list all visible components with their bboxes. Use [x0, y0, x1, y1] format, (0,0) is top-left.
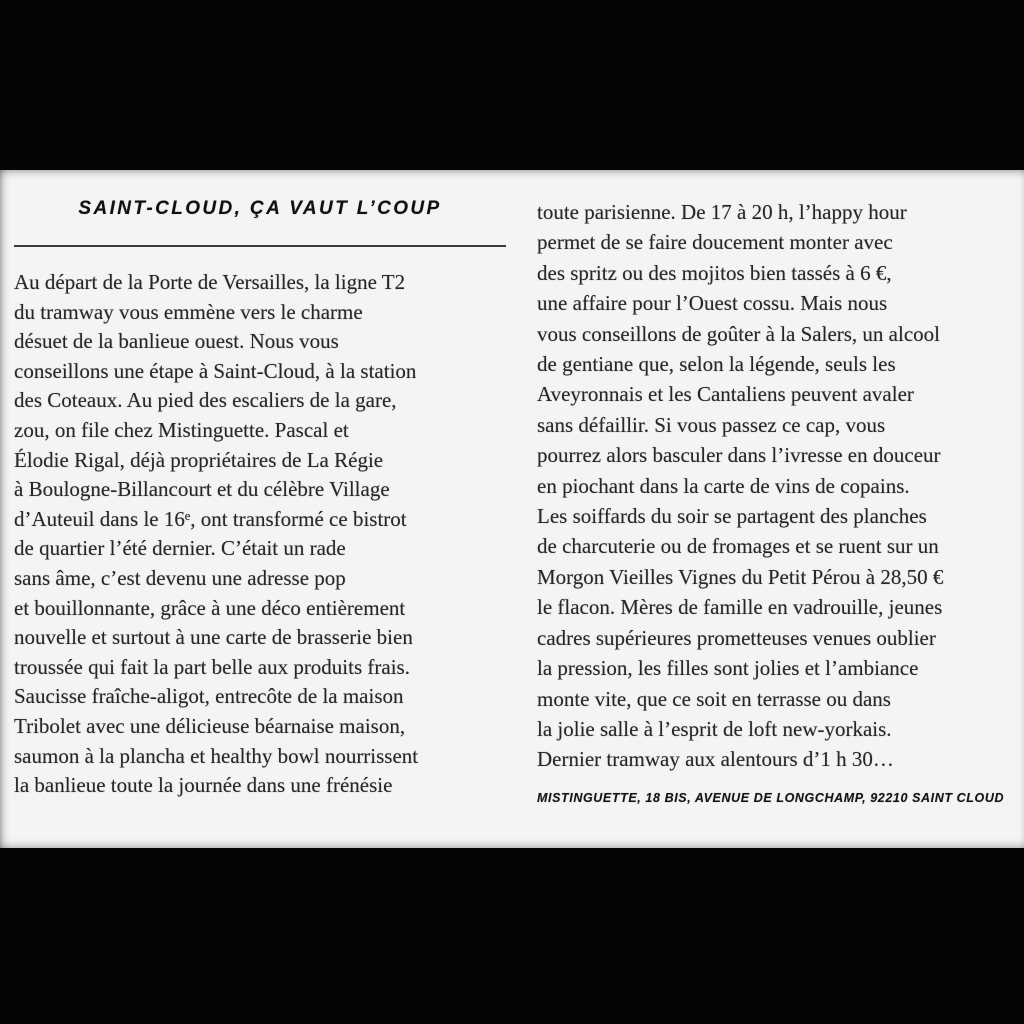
text-line: cadres supérieures prometteuses venues oublier	[537, 625, 936, 650]
text-line: de gentiane que, selon la légende, seuls les	[537, 352, 896, 377]
text-line: toute parisienne. De 17 à 20 h, l’happy hour	[537, 200, 907, 224]
text-line: Les soiffards du soir se partagent des planches	[537, 504, 927, 529]
text-line: Aveyronnais et les Cantaliens peuvent avaler	[537, 382, 914, 407]
letterbox-top-bar	[0, 0, 1024, 170]
text-line: Morgon Vieilles Vignes du Petit Pérou à 28,50 €	[537, 564, 944, 589]
text-line: en piochant dans la carte de vins de copains.	[537, 473, 910, 498]
letterbox-bottom-bar	[0, 848, 1024, 1024]
text-line: nouvelle et surtout à une carte de brasserie bien	[14, 625, 413, 650]
text-line: du tramway vous emmène vers le charme	[14, 299, 363, 324]
article-title: SAINT-CLOUD, ÇA VAUT L’COUP	[78, 198, 442, 219]
text-line: le flacon. Mères de famille en vadrouille, jeunes	[537, 595, 943, 620]
text-line: la pression, les filles sont jolies et l’ambiance	[537, 656, 919, 681]
text-line: sans défaillir. Si vous passez ce cap, vous	[537, 412, 886, 437]
text-line: désuet de la banlieue ouest. Nous vous	[14, 329, 339, 354]
article-right-column	[537, 170, 1024, 805]
text-line: des Coteaux. Au pied des escaliers de la gare,	[14, 388, 397, 413]
text-line: de quartier l’été dernier. C’était un rade	[14, 536, 346, 561]
text-line: vous conseillons de goûter à la Salers, un alcool	[537, 321, 940, 346]
text-line: la jolie salle à l’esprit de loft new-yorkais.	[537, 716, 892, 741]
text-line: monte vite, que ce soit en terrasse ou dans	[537, 686, 891, 711]
left-column-text	[14, 268, 506, 801]
text-line: saumon à la plancha et healthy bowl nourrissent	[14, 743, 419, 768]
text-line: Au départ de la Porte de Versailles, la ligne T2	[14, 270, 406, 294]
text-line: conseillons une étape à Saint-Cloud, à la station	[14, 358, 417, 383]
text-line: des spritz ou des mojitos bien tassés à 6 €,	[537, 260, 892, 285]
text-line: troussée qui fait la part belle aux produits frais.	[14, 654, 410, 679]
text-line: Élodie Rigal, déjà propriétaires de La Régie	[14, 447, 384, 472]
text-line: Tribolet avec une délicieuse béarnaise maison,	[14, 713, 406, 738]
right-column-text	[537, 197, 1024, 775]
text-line: de charcuterie ou de fromages et se ruent sur un	[537, 534, 939, 559]
title-divider	[14, 245, 506, 247]
text-line: Saucisse fraîche-aligot, entrecôte de la maison	[14, 684, 404, 709]
text-line: et bouillonnante, grâce à une déco entièrement	[14, 595, 406, 620]
text-line: à Boulogne-Billancourt et du célèbre Village	[14, 477, 390, 502]
text-line: permet de se faire doucement monter avec	[537, 230, 893, 255]
text-line: zou, on file chez Mistinguette. Pascal et	[14, 417, 349, 442]
text-line: d’Auteuil dans le 16ᵉ, ont transformé ce bistrot	[14, 506, 407, 531]
text-line: la banlieue toute la journée dans une frénésie	[14, 773, 393, 798]
text-line: sans âme, c’est devenu une adresse pop	[14, 565, 346, 590]
article-left-column	[14, 170, 506, 801]
text-line: pourrez alors basculer dans l’ivresse en douceur	[537, 443, 941, 468]
text-line: une affaire pour l’Ouest cossu. Mais nous	[537, 291, 888, 316]
article-page	[0, 170, 1024, 848]
address-line: MISTINGUETTE, 18 BIS, AVENUE DE LONGCHAMP, 92210 SAINT CLOUD	[537, 790, 1005, 805]
text-line: Dernier tramway aux alentours d’1 h 30…	[537, 747, 894, 772]
